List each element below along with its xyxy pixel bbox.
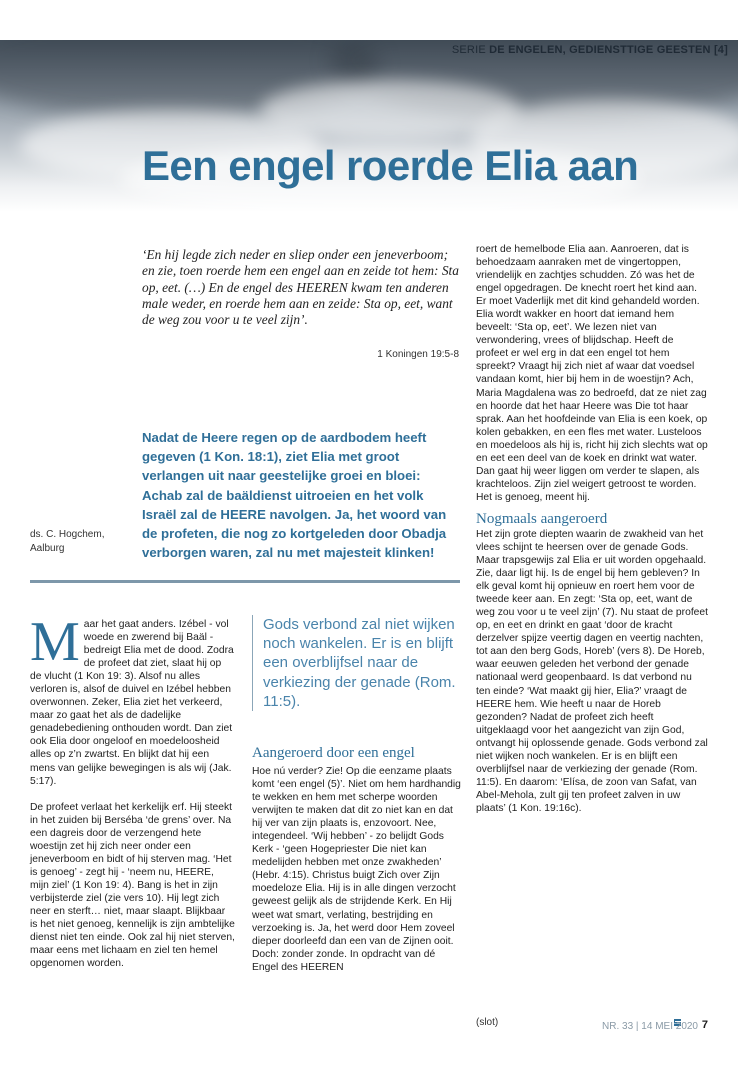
series-prefix: SERIE	[451, 44, 486, 56]
author-byline	[30, 528, 130, 556]
paragraph: Hoe nú verder? Zie! Op die eenzame plaats komt ‘een engel (5)’. Niet om hem hardhandig te wekken en hem met scherpe woorden verwijten te maken dat dit zo niet kan en dat hij ver van zijn plaats is, enzovoort. Nee, integendeel. ‘Wij hebben’ - zo belijdt Gods Kerk - ‘geen Hogepriester Die niet kan medelijden hebben met onze zwakheden’ (Hebr. 4:15). Christus buigt Zich over Zijn moedeloze Elia. Hij is in alle dingen verzocht geweest gelijk als de strijdende Kerk. En Hij weet wat smart, verlating, bestrijding en verzoeking is. Ja, het werd door Hem zoveel dieper doorleefd dan een van de Zijnen ooit. Doch: zonder zonde. In opdracht van dé Engel des HEEREN	[252, 766, 461, 973]
author-place: Aalburg	[30, 543, 65, 554]
series-title: DE ENGELEN, GEDIENSTTIGE GEESTEN [4]	[489, 44, 728, 56]
lead-paragraph: Nadat de Heere regen op de aardbodem heeft gegeven (1 Kon. 18:1), ziet Elia met groot verlangen uit naar geestelijke groei en bloei: Achab zal de baäldienst uitroeien en het volk Israël zal de HEERE navolgen. Ja, het woord van de profeten, die nog zo kortgeleden door Obadja verborgen waren, zal nu met majesteit klinken!	[142, 430, 447, 561]
section-divider	[30, 580, 460, 583]
body-column-1	[30, 611, 235, 970]
page-number: 7	[701, 1019, 708, 1031]
bible-quote: ‘En hij legde zich neder en sliep onder een jeneverboom; en zie, toen roerde hem een engel aan en zeide tot hem: Sta op, eet. (…) En de engel des HEEREN kwam ten anderen male weder, en roerde hem aan en zeide: Sta op, eet, want de weg zou voor u te veel zijn’.	[142, 247, 459, 328]
slot-label: (slot)	[476, 1017, 499, 1028]
drop-cap: M	[30, 611, 80, 673]
subheading-nogmaals: Nogmaals aangeroerd	[476, 510, 608, 527]
paragraph: De profeet verlaat het kerkelijk erf. Hij steekt in het zuiden bij Berséba ‘de grens’ over. Na een dagreis door de verzengend hete woestijn zet hij zich neer onder een jeneverboom en bidt of hij sterven mag. ‘Het is genoeg’ - zegt hij - ‘neem nu, HEERE, mijn ziel’ (1 Kon 19: 4). Bang is het in zijn verbijsterde ziel (zie vers 10). Hij legt zich neer en sterft… niet, maar slaapt. Blijkbaar is het niet genoeg, kennelijk is zijn ambtelijke dienst niet ten einde. Ook zal hij niet sterven, maar eens met lichaam en ziel ten hemel opgenomen worden.	[30, 801, 235, 970]
paragraph-text: aar het gaat anders. Izébel - vol woede en zwerend bij Baäl - bedreigt Elia met de dood. Zodra de profeet dat ziet, slaat hij op de vlucht (1 Kon 19: 3). Alsof nu alles verloren is, alsof de duivel en Izébel hebben overwonnen. Zeker, Elia ziet het verkeerd, maar zo gaat het als de dadelijke genadebediening onthouden wordt. Dan ziet ook Elia door ongeloof en moedeloosheid alles op z’n zwartst. En blijkt dat hij een mens van gelijke bewegingen is als wij (Jak. 5:17).	[30, 619, 234, 787]
body-column-3	[476, 243, 708, 815]
body-column-2	[252, 765, 462, 974]
series-label	[452, 44, 728, 56]
author-name: ds. C. Hogchem,	[30, 529, 105, 540]
article-title: Een engel roerde Elia aan	[142, 142, 639, 189]
subheading-aangeroerd: Aangeroerd door een engel	[252, 745, 415, 761]
paragraph	[30, 611, 235, 788]
paragraph: Het zijn grote diepten waarin de zwakheid van het vlees schijnt te heersen over de genade Gods. Maar trapsgewijs zal Elia er uit worden opgehaald. Zie, daar ligt hij. Is de engel bij hem gebleven? In elk geval komt hij opnieuw en roert hem voor de tweede keer aan. En zegt: ‘Sta op, eet, want de weg zou voor u te veel zijn’ (7). Nu staat de profeet op, en eet en drinkt en gaat ‘door de kracht derzelver spijze veertig dagen en veertig nachten, tot aan den berg Gods, Horeb’ (vers 8). De Horeb, waar eeuwen geleden het verbond der genade nationaal werd geopenbaard. Is dat verbond nu ten einde? ‘Wat maakt gij hier, Elia?’ vraagt de HEERE hem. Wie heeft u naar de Horeb gezonden? Nadat de profeet zich heeft uitgeklaagd voor het aangezicht van zijn God, ontvangt hij oplossende genade. Gods verbond zal niet wijken noch wankelen. Er is en blijft een overblijfsel naar de verkiezing der genade (Rom. 11:5). En daarom: ‘Elísa, de zoon van Safat, van Abel-Mehola, zult gij ten profeet zalven in uw plaats’ (1 Kon. 19:16c).	[476, 528, 708, 814]
pull-quote: Gods verbond zal niet wijken noch wankelen. Er is en blijft een overblijfsel naar de verkiezing der genade (Rom. 11:5).	[252, 615, 471, 711]
bible-quote-reference: 1 Koningen 19:5-8	[377, 349, 459, 360]
issue-info: NR. 33 | 14 MEI 2020	[602, 1021, 698, 1032]
paragraph: roert de hemelbode Elia aan. Aanroeren, dat is behoedzaam aanraken met de vingertoppen, vriendelijk en zachtjes schudden. Zó was het de engel opgedragen. De knecht roert het kind aan. Er moet Vaderlijk met dit kind gehandeld worden. Elia wordt wakker en hoort dat iemand hem beveelt: ‘Sta op, eet’. We lezen niet van verwondering, vrees of blijdschap. Heeft de profeet er wel erg in dat een engel tot hem spreekt? Vraagt hij zich niet af waar dat voedsel vandaan komt, hier bij hem in de woestijn? Ach, Maria Magdalena was zo bedroefd, dat ze niet zag en hoorde dat het haar Heere was Die tot haar sprak. Aan het hoofdeinde van Elia is een koek, op kolen gebakken, en een fles met water. Lusteloos en moedeloos als hij is, richt hij zich slechts wat op en eet een deel van de koek en drinkt wat water. Dan gaat hij weer liggen om verder te slapen, als krachteloos. Zijn ziel weigert getroost te worden. Het is genoeg, meent hij.	[476, 244, 708, 503]
